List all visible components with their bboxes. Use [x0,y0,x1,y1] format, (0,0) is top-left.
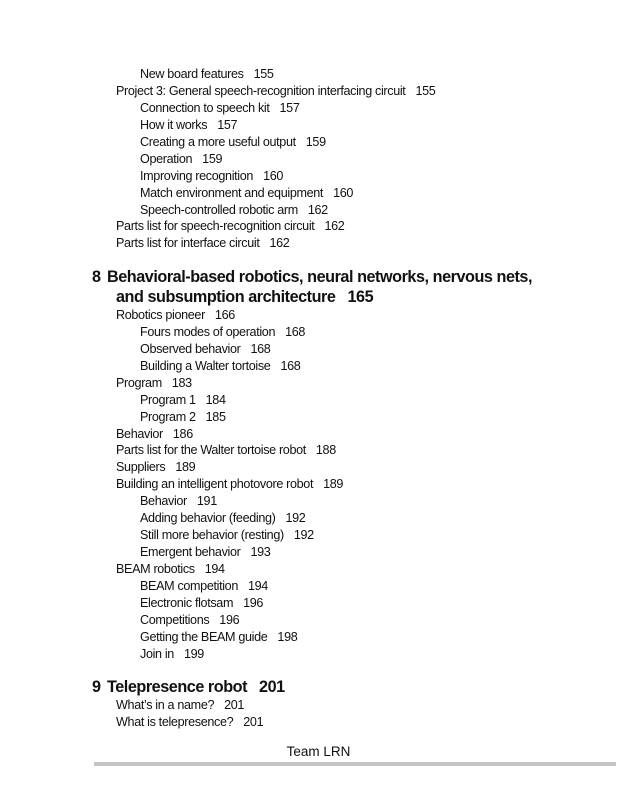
toc-entry [140,595,263,612]
toc-entry-title: Robotics pioneer [116,308,205,322]
chapter-number: 8 [92,268,101,286]
toc-entry [140,324,305,341]
toc-entry [140,100,300,117]
toc-entry-title: Emergent behavior [140,545,241,559]
toc-entry-page: 196 [243,596,264,610]
toc-entry-page: 162 [269,236,290,250]
toc-entry-page: 185 [205,410,226,424]
toc-entry-title: Connection to speech kit [140,101,270,115]
toc-entry-title: How it works [140,118,208,132]
toc-entry [140,341,270,358]
toc-entry-page: 159 [305,135,326,149]
toc-entry [116,218,344,235]
toc-entry [140,392,226,409]
toc-entry [116,476,343,493]
toc-entry-title: Program 2 [140,410,196,424]
toc-entry-title: Improving recognition [140,169,254,183]
toc-entry-page: 168 [285,325,306,339]
toc-entry [116,426,193,443]
toc-entry-page: 192 [293,528,314,542]
toc-entry-title: Electronic flotsam [140,596,234,610]
chapter-page: 201 [259,678,285,696]
toc-entry [140,409,226,426]
toc-entry-page: 188 [315,443,336,457]
toc-entry-page: 168 [280,359,301,373]
footer-text: Team LRN [286,744,351,759]
toc-entry-title: Adding behavior (feeding) [140,511,276,525]
toc-entry-title: New board features [140,67,244,81]
toc-entry-title: Getting the BEAM guide [140,630,268,644]
toc-entry-page: 183 [171,376,192,390]
toc-entry [116,442,336,459]
toc-entry-page: 157 [279,101,300,115]
toc-entry-page: 157 [217,118,238,132]
toc-entry-page: 189 [175,460,196,474]
toc-entry-title: Parts list for speech-recognition circuit [116,219,315,233]
toc-entry-title: Behavior [140,494,187,508]
toc-entry [140,151,222,168]
toc-entry-page: 199 [183,647,204,661]
toc-entry-page: 201 [224,698,245,712]
toc-entry [116,83,435,100]
toc-entry [116,561,225,578]
toc-entry [116,714,263,731]
footer-rule [94,762,616,766]
toc-entry [116,459,195,476]
toc-entry-title: Program [116,376,162,390]
toc-entry [116,307,235,324]
toc-entry-title: Observed behavior [140,342,241,356]
toc-entry-page: 194 [248,579,268,593]
toc-entry-page: 162 [307,203,328,217]
toc-entry-page: 160 [263,169,284,183]
toc-entry [140,117,237,134]
toc-entry [140,527,314,544]
chapter-title: Telepresence robot [107,678,248,696]
toc-entry-page: 192 [285,511,306,525]
toc-entry [140,544,270,561]
toc-entry [140,612,239,629]
toc-entry-title: Parts list for the Walter tortoise robot [116,443,306,457]
toc-entry-page: 168 [250,342,271,356]
toc-entry-page: 194 [204,562,225,576]
toc-entry-title: Building an intelligent photovore robot [116,477,314,491]
toc-entry-title: Operation [140,152,193,166]
toc-entry [116,697,244,714]
toc-entry-title: Program 1 [140,393,196,407]
toc-entry [140,358,300,375]
toc-entry-title: What’s in a name? [116,698,215,712]
toc-entry-title: Creating a more useful output [140,135,296,149]
chapter-title-line2: and subsumption architecture [116,288,336,306]
toc-entry-title: What is telepresence? [116,715,234,729]
toc-entry-title: Suppliers [116,460,166,474]
toc-entry-page: 160 [333,186,354,200]
toc-entry [116,235,289,252]
toc-entry-title: Still more behavior (resting) [140,528,284,542]
toc-entry-page: 198 [277,630,298,644]
toc-entry [140,185,353,202]
toc-entry-title: Parts list for interface circuit [116,236,260,250]
toc-entry-title: Speech-controlled robotic arm [140,203,298,217]
toc-entry-title: Building a Walter tortoise [140,359,271,373]
toc-entry [116,375,192,392]
toc-entry [140,168,283,185]
toc-entry-title: BEAM competition [140,579,238,593]
toc-entry [140,202,328,219]
toc-entry-page: 155 [415,84,436,98]
toc-entry-page: 189 [323,477,344,491]
toc-entry-title: Project 3: General speech-recognition interfacing circuit [116,84,406,98]
toc-entry [140,66,274,83]
chapter-9-heading [92,677,285,697]
toc-entry-page: 162 [324,219,345,233]
toc-entry-page: 159 [202,152,223,166]
toc-entry-page: 184 [205,393,226,407]
toc-entry-title: BEAM robotics [116,562,195,576]
toc-entry-title: Competitions [140,613,210,627]
toc-entry-page: 155 [253,67,274,81]
chapter-page: 165 [347,288,374,306]
toc-entry-title: Fours modes of operation [140,325,276,339]
toc-entry-page: 186 [172,427,193,441]
toc-entry-title: Join in [140,647,174,661]
toc-entry-page: 193 [250,545,271,559]
toc-entry [140,629,297,646]
toc-entry [140,510,305,527]
toc-entry [140,646,204,663]
chapter-number: 9 [92,678,101,696]
chapter-8-heading [92,267,532,287]
toc-entry-page: 196 [219,613,240,627]
toc-entry-page: 166 [214,308,235,322]
toc-entry-page: 191 [196,494,217,508]
chapter-8-heading-cont [116,287,373,307]
toc-entry [140,578,268,595]
toc-entry [140,493,217,510]
toc-entry-title: Behavior [116,427,163,441]
toc-entry [140,134,326,151]
toc-entry-title: Match environment and equipment [140,186,324,200]
toc-entry-page: 201 [243,715,264,729]
chapter-title-line1: Behavioral-based robotics, neural networks, nervous nets, [107,268,533,286]
